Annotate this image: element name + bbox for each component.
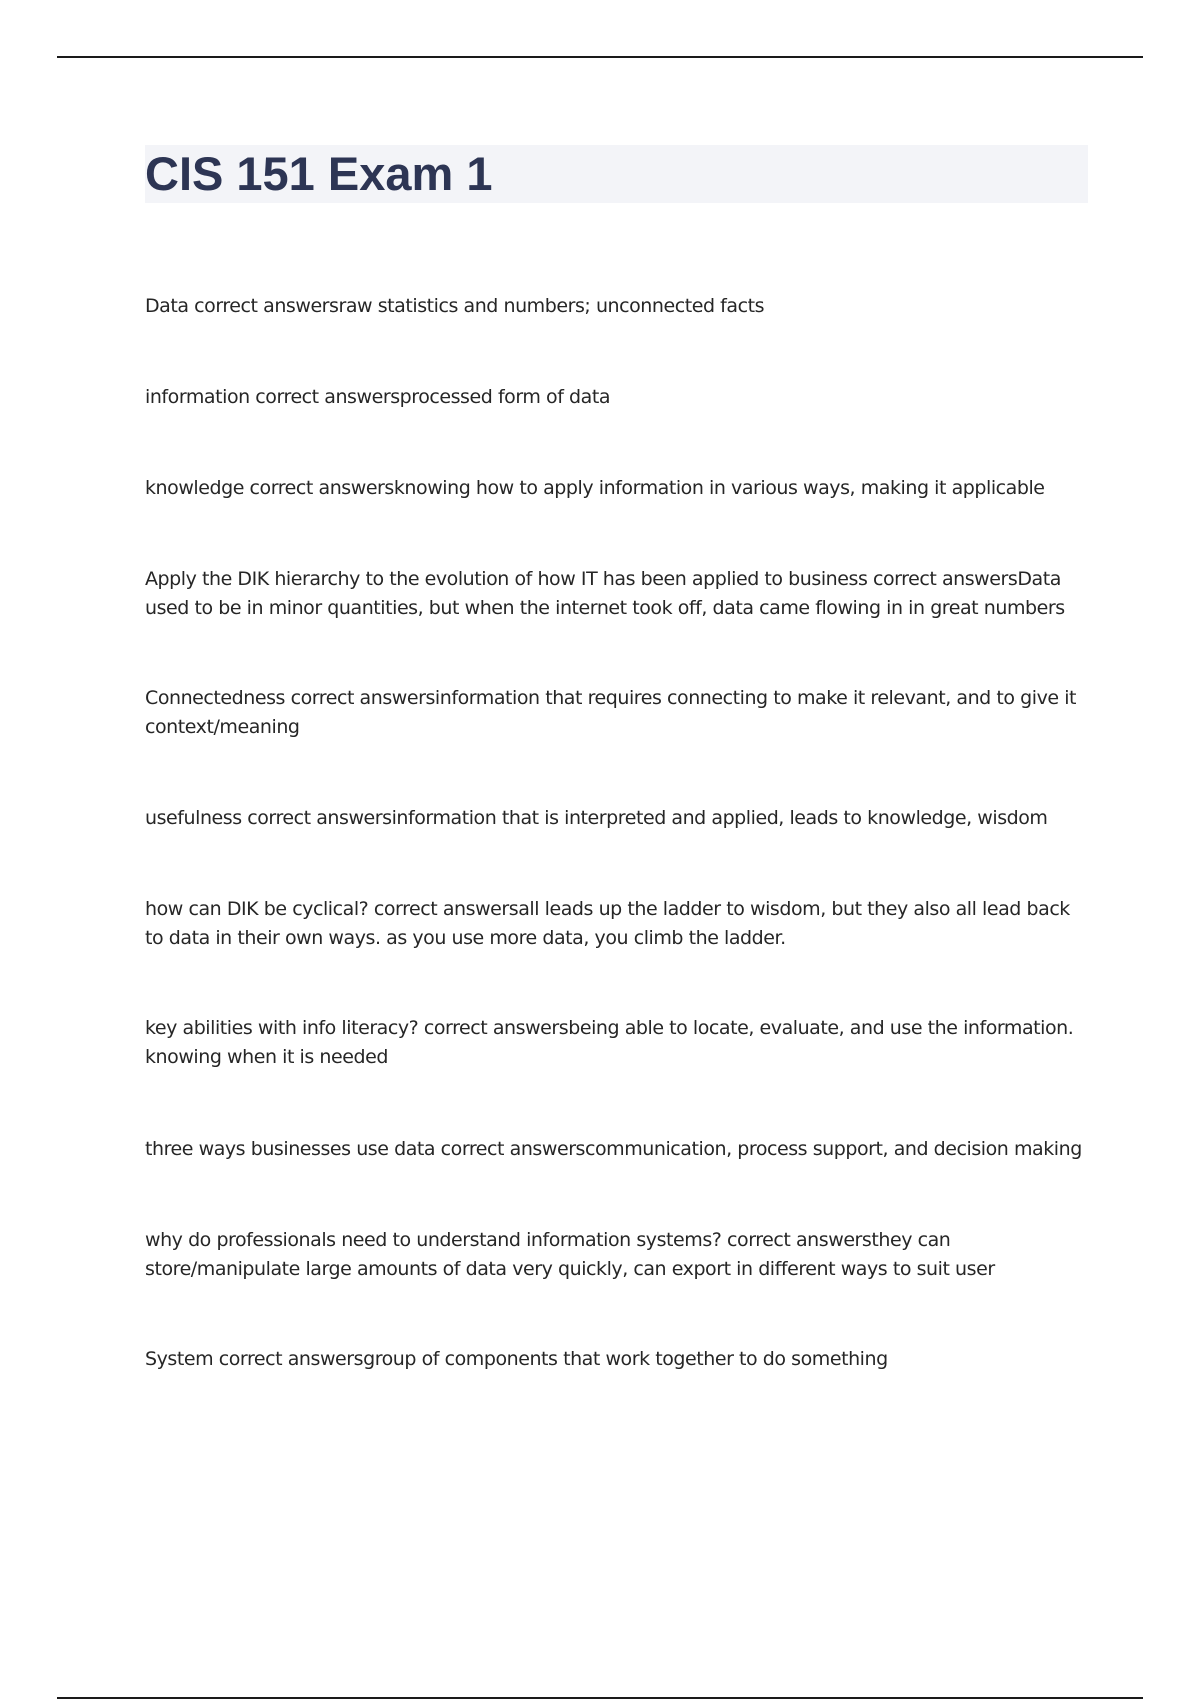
qa-item: why do professionals need to understand information systems? correct answersthey can store/manipulate large amounts of data very quickly, can export in different ways to suit user: [145, 1229, 995, 1280]
qa-item: System correct answersgroup of components that work together to do something: [145, 1348, 888, 1370]
qa-item: Connectedness correct answersinformation that requires connecting to make it relevant, and to give it context/meaning: [145, 687, 1077, 738]
qa-item: Apply the DIK hierarchy to the evolution of how IT has been applied to business correct answersData used to be in minor quantities, but when the internet took off, data came flowing in in great numbers: [145, 568, 1065, 619]
qa-item: usefulness correct answersinformation that is interpreted and applied, leads to knowledge, wisdom: [145, 807, 1048, 829]
header-rule: [57, 56, 1143, 58]
qa-item: information correct answersprocessed form of data: [145, 386, 611, 408]
qa-item: how can DIK be cyclical? correct answersall leads up the ladder to wisdom, but they also all lead back to data in their own ways. as you use more data, you climb the ladder.: [145, 898, 1070, 949]
qa-item: key abilities with info literacy? correct answersbeing able to locate, evaluate, and use the information. knowing when it is needed: [145, 1017, 1074, 1068]
footer-rule: [57, 1697, 1143, 1699]
page-title: CIS 151 Exam 1: [145, 147, 493, 200]
qa-item: Data correct answersraw statistics and numbers; unconnected facts: [145, 295, 765, 317]
qa-item: knowledge correct answersknowing how to apply information in various ways, making it applicable: [145, 477, 1045, 499]
qa-item: three ways businesses use data correct answerscommunication, process support, and decision making: [145, 1138, 1082, 1160]
